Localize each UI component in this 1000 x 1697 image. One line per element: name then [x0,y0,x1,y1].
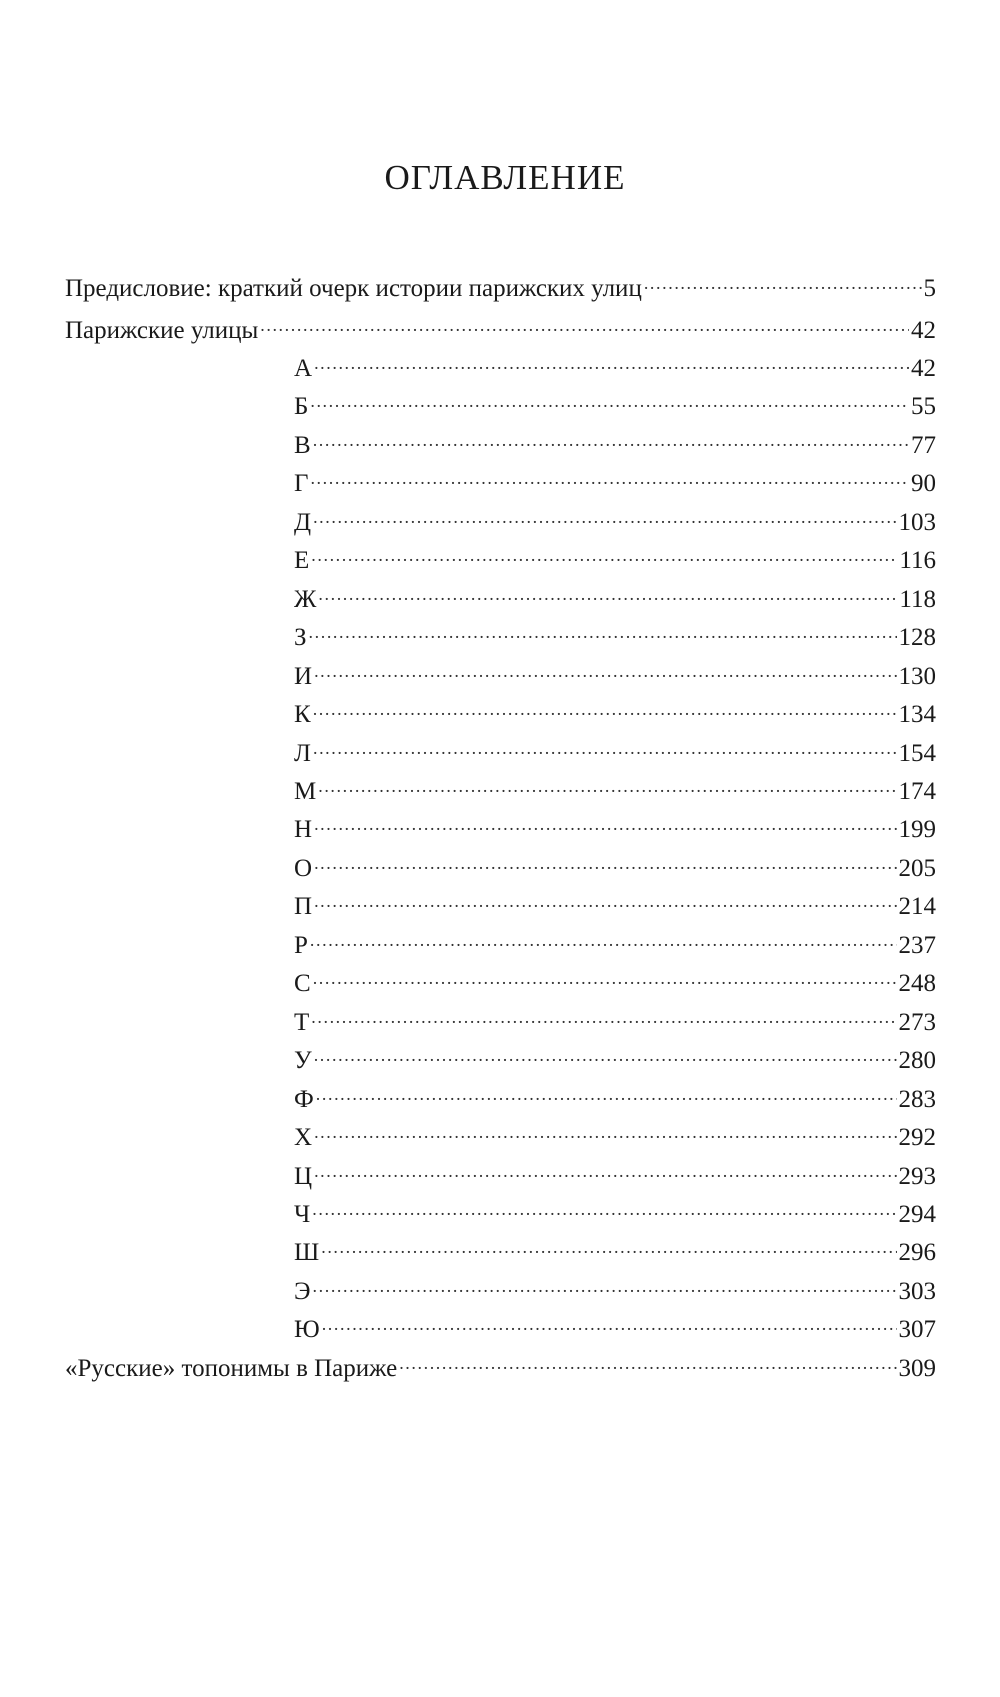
toc-letter-entry[interactable] [294,384,936,421]
toc-letter-page: 128 [898,624,936,652]
toc-letter-page: 174 [898,778,936,805]
toc-letter-entry[interactable] [294,538,936,575]
toc-letter-page: 205 [898,854,936,882]
toc-letter-page: 103 [898,508,936,536]
toc-letter-page: 293 [898,1162,936,1190]
dot-leader [313,961,897,991]
toc-letter-entry[interactable] [294,1269,936,1305]
toc-letter-entry[interactable] [294,961,936,998]
dot-leader [260,308,909,338]
dot-leader [313,1269,897,1299]
dot-leader [310,384,909,414]
dot-leader [318,577,897,607]
toc-letter-label: Ш [294,1239,320,1267]
toc-letter-page: 90 [911,470,936,498]
toc-entry-page: 5 [923,275,936,302]
toc-letter-entry[interactable] [294,500,936,536]
toc-letter-entry[interactable] [294,577,936,613]
toc-letter-label: В [294,431,311,459]
dot-leader [314,1038,897,1068]
toc-letter-entry[interactable] [294,461,936,498]
toc-letter-label: Х [294,1124,313,1151]
toc-letter-page: 118 [899,585,936,613]
toc-letter-entry[interactable] [294,731,936,767]
toc-letter-page: 55 [911,393,936,421]
dot-leader [313,423,909,453]
toc-entry-russian-toponyms[interactable] [65,1346,936,1382]
toc-letter-page: 248 [898,970,936,998]
toc-letter-entry[interactable] [294,692,936,728]
toc-letter-entry[interactable] [294,884,936,921]
toc-letter-label: П [294,893,313,921]
toc-letter-label: М [294,778,317,805]
toc-letter-page: 42 [911,355,936,382]
toc-entry-label: «Русские» топонимы в Париже [65,1355,398,1382]
toc-letter-page: 294 [898,1200,936,1228]
dot-leader [314,654,896,684]
dot-leader [399,1346,896,1376]
toc-letter-entry[interactable] [294,1154,936,1190]
page-title: ОГЛАВЛЕНИЕ [384,158,626,197]
toc-letter-label: Ф [294,1085,314,1113]
toc-letter-entry[interactable] [294,1307,936,1344]
toc-entry-page: 42 [911,317,936,344]
toc-letter-entry[interactable] [294,1192,936,1228]
toc-letter-entry[interactable] [294,615,936,652]
toc-letter-label: К [294,701,311,728]
toc-letter-entry[interactable] [294,423,936,459]
toc-letter-label: Б [294,393,309,421]
toc-letter-entry[interactable] [294,1038,936,1075]
toc-letter-page: 292 [898,1124,936,1151]
toc-letter-label: У [294,1047,312,1075]
toc-letter-label: З [294,624,307,652]
toc-letter-entry[interactable] [294,923,936,959]
toc-letter-page: 280 [898,1047,936,1075]
dot-leader [311,538,897,568]
toc-letter-entry[interactable] [294,769,936,805]
dot-leader [314,1115,896,1145]
toc-letter-page: 283 [898,1085,936,1113]
toc-entry-preface[interactable] [65,266,936,302]
dot-leader [644,266,922,296]
toc-letter-page: 199 [898,816,936,844]
toc-letter-page: 303 [898,1277,936,1305]
dot-leader [314,807,896,837]
toc-letter-label: Р [294,931,308,959]
dot-leader [314,1154,896,1184]
dot-leader [313,500,896,530]
toc-letter-label: Ц [294,1162,313,1190]
dot-leader [310,923,897,953]
toc-letter-label: Л [294,739,311,767]
dot-leader [318,769,896,799]
toc-entry-paris-streets[interactable] [65,308,936,344]
toc-letter-page: 273 [898,1008,936,1036]
toc-letter-label: Ж [294,585,317,613]
toc-letter-page: 134 [898,701,936,728]
dot-leader [312,1192,896,1222]
toc-letter-label: Г [294,470,309,498]
toc-letter-entry[interactable] [294,654,936,690]
toc-letter-entry[interactable] [294,1077,936,1113]
dot-leader [321,1230,896,1260]
toc-letter-label: А [294,355,313,382]
dot-leader [314,884,896,914]
dot-leader [310,461,909,491]
toc-entry-label: Парижские улицы [65,317,259,344]
toc-entry-label: Предисловие: краткий очерк истории парижских улиц [65,275,642,302]
dot-leader [313,692,897,722]
toc-letter-label: С [294,970,311,998]
toc-letter-label: Ю [294,1316,320,1344]
toc-letter-entry[interactable] [294,846,936,882]
toc-letter-page: 214 [898,893,936,921]
toc-letter-page: 77 [911,431,936,459]
toc-letter-page: 296 [898,1239,936,1267]
dot-leader [313,731,897,761]
toc-letter-page: 116 [899,547,936,575]
dot-leader [316,1077,897,1107]
toc-letter-entry[interactable] [294,807,936,844]
toc-letter-page: 154 [898,739,936,767]
toc-letter-entry[interactable] [294,346,936,382]
dot-leader [314,846,896,876]
toc-letter-page: 237 [898,931,936,959]
dot-leader [311,1000,896,1030]
toc-letter-label: Э [294,1277,311,1305]
toc-letter-entry[interactable] [294,1115,936,1151]
toc-entry-page: 309 [898,1355,936,1382]
dot-leader [309,615,897,645]
toc-letter-label: Н [294,816,313,844]
toc-letter-label: И [294,662,313,690]
toc-letter-entry[interactable] [294,1230,936,1267]
toc-letter-label: Е [294,547,310,575]
toc-letter-label: О [294,854,313,882]
toc-letter-label: Д [294,508,312,536]
dot-leader [314,346,909,376]
dot-leader [322,1307,897,1337]
toc-letter-page: 307 [898,1316,936,1344]
toc-letter-label: Ч [294,1200,311,1228]
toc-letter-label: Т [294,1008,310,1036]
toc-letter-entry[interactable] [294,1000,936,1036]
toc-letter-page: 130 [898,662,936,690]
